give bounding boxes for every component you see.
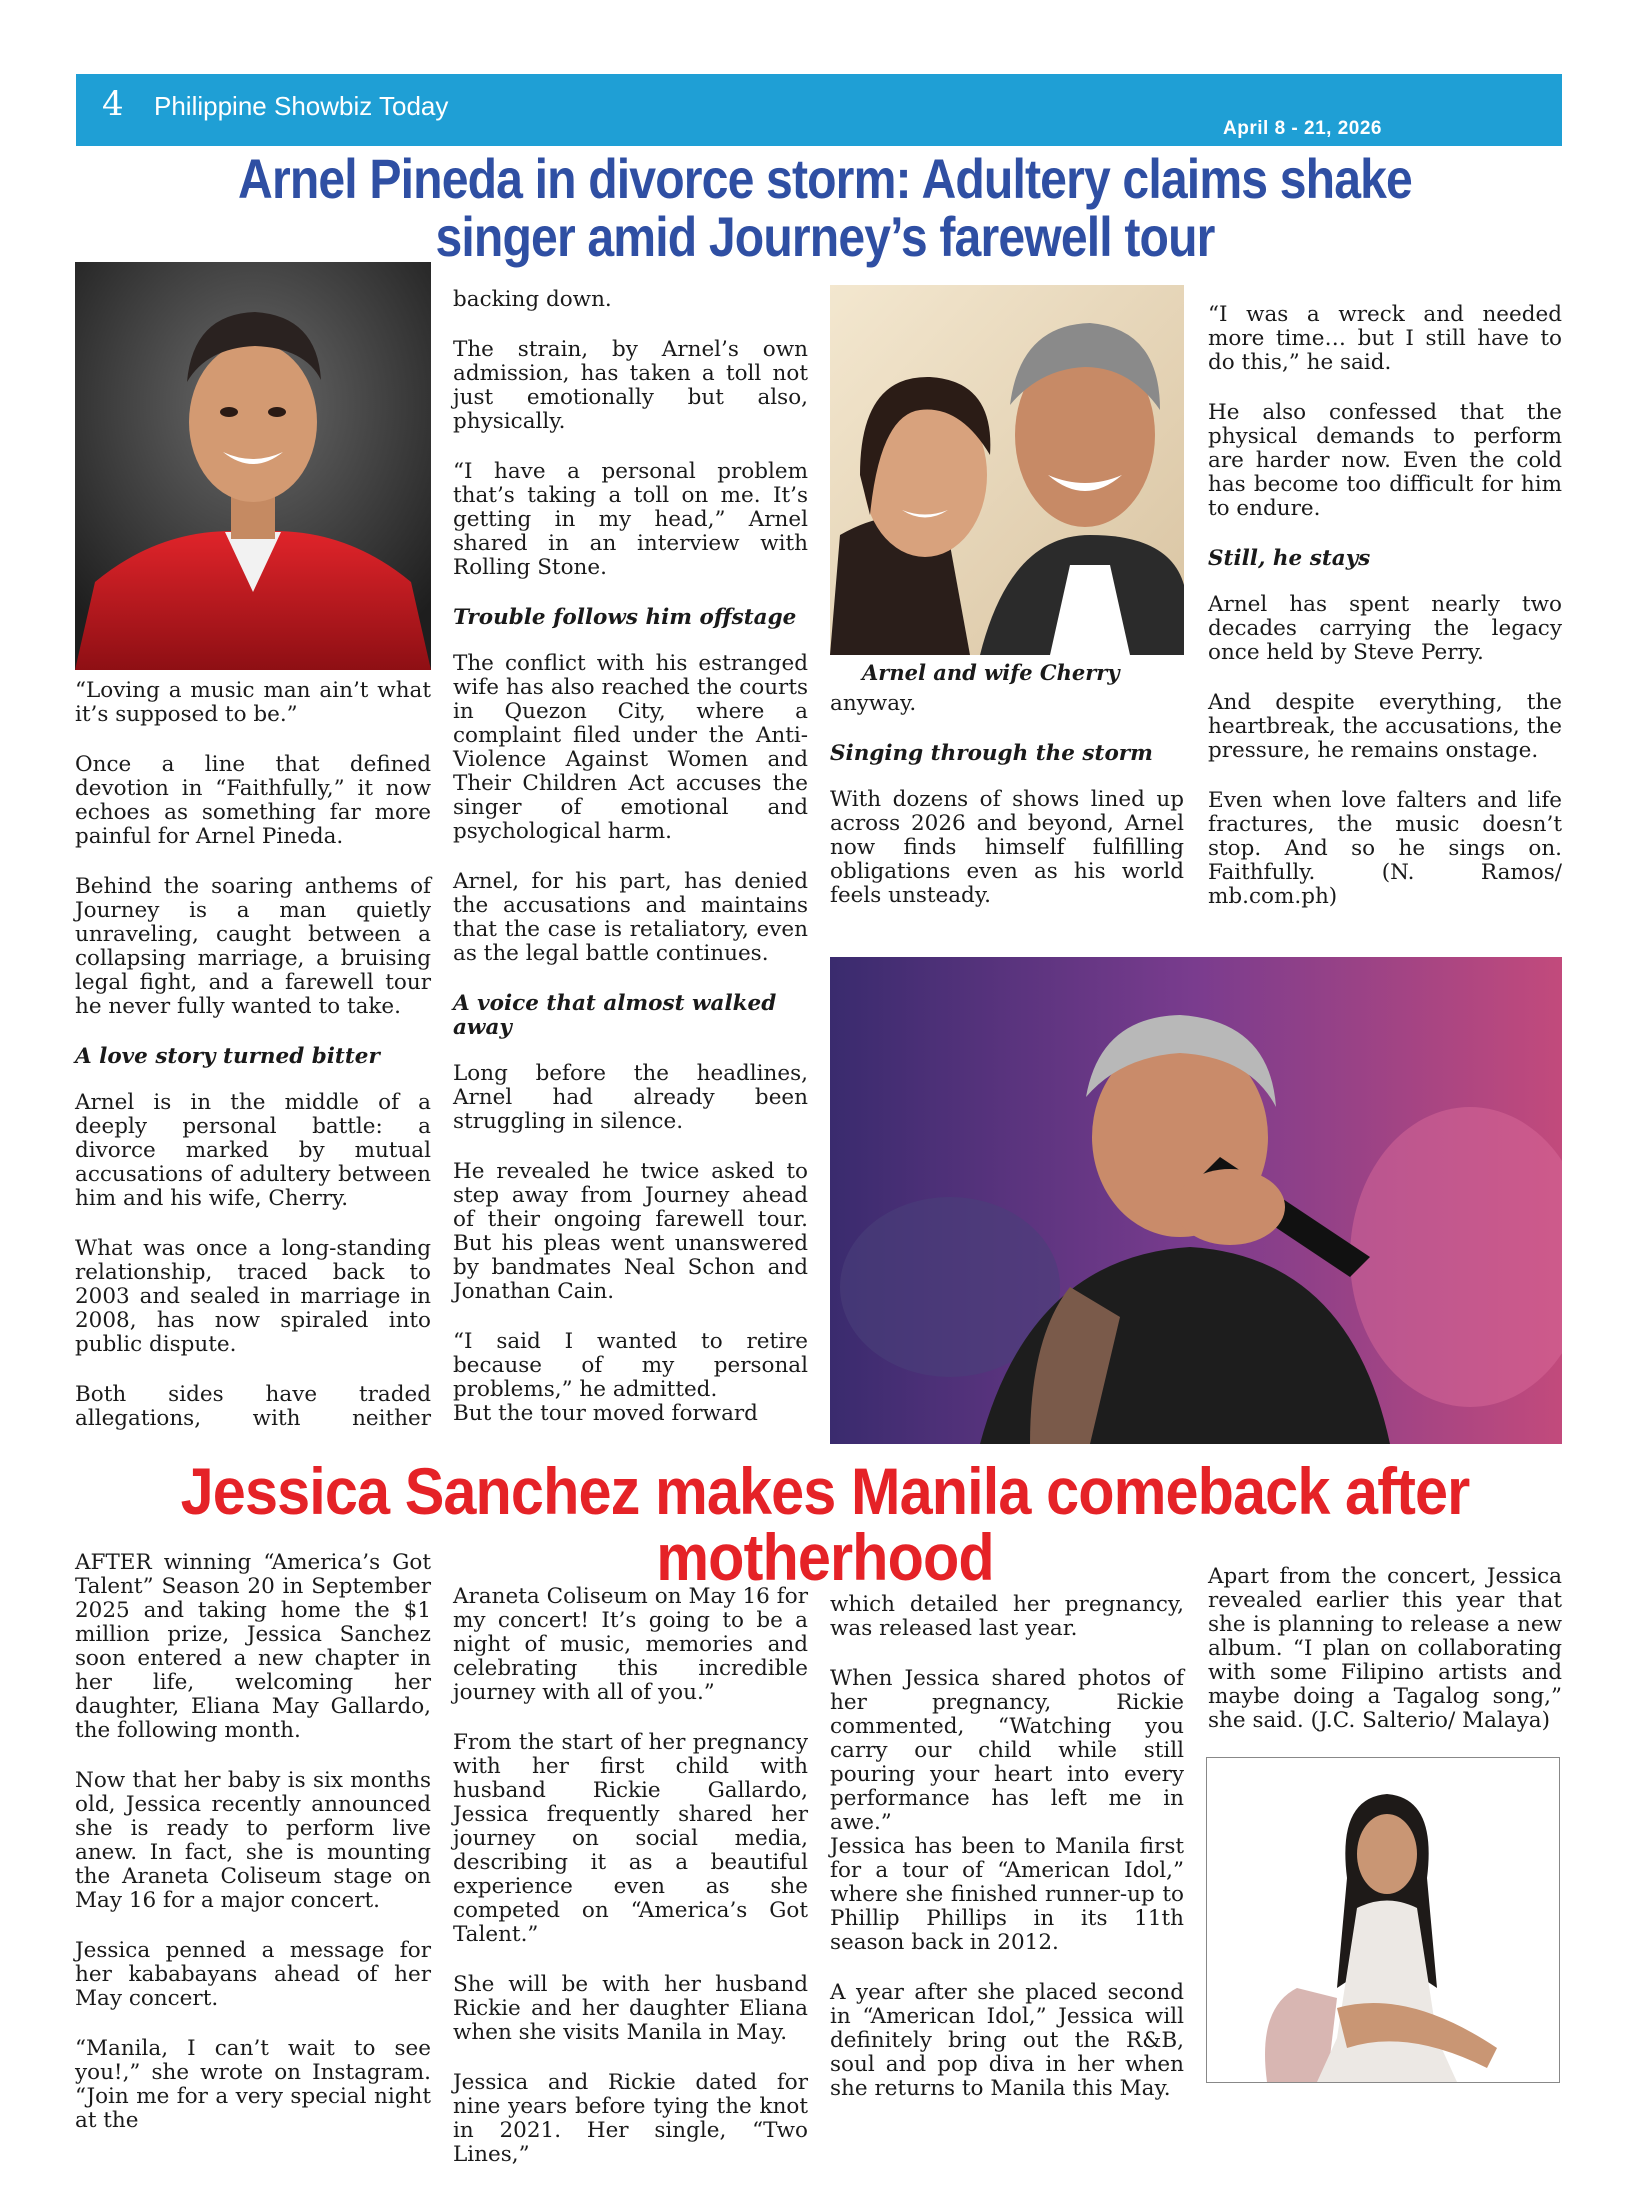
page-header-bar (76, 74, 1562, 146)
paragraph: With dozens of shows lined up across 2026 and beyond, Arnel now finds himself fulfilling obligations even as his world feels unsteady. (830, 787, 1184, 908)
paragraph: “I was a wreck and needed more time… but I still have to do this,” he said. (1208, 302, 1562, 375)
article2-column-3 (830, 1593, 1184, 2127)
article2-column-1 (75, 1551, 431, 2159)
article1-column-3 (830, 692, 1184, 934)
subheading: A love story turned bitter (75, 1044, 380, 1069)
paragraph: anyway. (830, 691, 917, 716)
article1-headline: Arnel Pineda in divorce storm: Adultery claims shake singer amid Journey’s farewell tour (238, 147, 1412, 268)
issue-date: April 8 - 21, 2026 (1223, 118, 1382, 139)
paragraph: He also confessed that the physical demands to perform are harder now. Even the cold has become too difficult for him to endure. (1208, 400, 1562, 521)
subheading: A voice that almost walked away (453, 991, 777, 1040)
paragraph: “I have a personal problem that’s taking a toll on me. It’s getting in my head,” Arnel shared in an interview with Rolling Stone. (453, 459, 808, 580)
article2-headline: Jessica Sanchez makes Manila comeback after motherhood (180, 1454, 1470, 1594)
subheading: Singing through the storm (830, 741, 1153, 766)
paragraph: Once a line that defined devotion in “Faithfully,” it now echoes as something far more painful for Arnel Pineda. (75, 752, 431, 849)
paragraph: Jessica and Rickie dated for nine years before tying the knot in 2021. Her single, “Two Lines,” (453, 2070, 808, 2167)
paragraph: The strain, by Arnel’s own admission, has taken a toll not just emotionally but also, physically. (453, 337, 808, 434)
paragraph: When Jessica shared photos of her pregnancy, Rickie commented, “Watching you carry our child while still pouring your heart into every performance has left me in awe.” (830, 1666, 1184, 1835)
paragraph: AFTER winning “America’s Got Talent” Season 20 in September 2025 and taking home the $1 million prize, Jessica Sanchez soon entered a new chapter in her life, welcoming her daughter, Eliana May Gallardo, the following month. (75, 1550, 431, 1743)
subheading: Trouble follows him offstage (453, 605, 797, 630)
paragraph: What was once a long-standing relationship, traced back to 2003 and sealed in marriage in 2008, has now spiraled into public dispute. (75, 1236, 431, 1357)
article2-column-4 (1208, 1565, 1562, 1759)
subheading: Still, he stays (1208, 546, 1371, 571)
arnel-portrait-photo (75, 262, 431, 670)
paragraph: Long before the headlines, Arnel had already been struggling in silence. (453, 1061, 808, 1134)
paragraph: “Manila, I can’t wait to see you!,” she wrote on Instagram. “Join me for a very special night at the (75, 2036, 431, 2133)
paragraph: Jessica penned a message for her kababayans ahead of her May concert. (75, 1938, 431, 2011)
article2-column-2 (453, 1585, 808, 2193)
paragraph: From the start of her pregnancy with her first child with husband Rickie Gallardo, Jessica frequently shared her journey on social media, describing it as a beautiful experience even as she competed on “America’s Got Talent.” (453, 1730, 808, 1947)
paragraph: But the tour moved forward (453, 1401, 758, 1426)
paragraph: And despite everything, the heartbreak, the accusations, the pressure, he remains onstage. (1208, 690, 1562, 763)
paragraph: She will be with her husband Rickie and her daughter Eliana when she visits Manila in May. (453, 1972, 808, 2045)
paragraph: which detailed her pregnancy, was released last year. (830, 1592, 1184, 1641)
paragraph: backing down. (453, 287, 612, 312)
paragraph: Behind the soaring anthems of Journey is a man quietly unraveling, caught between a collapsing marriage, a bruising legal fight, and a farewell tour he never fully wanted to take. (75, 874, 431, 1019)
paragraph: Arnel has spent nearly two decades carrying the legacy once held by Steve Perry. (1208, 592, 1562, 665)
publication-name: Philippine Showbiz Today (154, 91, 449, 121)
paragraph: Both sides have traded allegations, with neither (75, 1382, 431, 1431)
paragraph: The conflict with his estranged wife has also reached the courts in Quezon City, where a complaint filed under the Anti-Violence Against Women and Their Children Act accuses the singer of emotional and psychological harm. (453, 651, 808, 844)
paragraph: “Loving a music man ain’t what it’s supposed to be.” (75, 678, 431, 727)
photo-caption: Arnel and wife Cherry (862, 660, 1120, 685)
article1-column-1 (75, 679, 431, 1431)
page-number: 4 (102, 84, 124, 124)
paragraph: Arnel, for his part, has denied the accusations and maintains that the case is retaliatory, even as the legal battle continues. (453, 869, 808, 966)
paragraph: Jessica has been to Manila first for a tour of “American Idol,” where she finished runner-up to Phillip Phillips in its 11th season back in 2012. (830, 1834, 1184, 1955)
paragraph: A year after she placed second in “American Idol,” Jessica will definitely bring out the R&B, soul and pop diva in her when she returns to Manila this May. (830, 1980, 1184, 2101)
jessica-sanchez-photo (1206, 1757, 1560, 2083)
arnel-concert-photo (830, 957, 1562, 1444)
paragraph: Araneta Coliseum on May 16 for my concert! It’s going to be a night of music, memories and celebrating this incredible journey with all of you.” (453, 1584, 808, 1705)
paragraph: “I said I wanted to retire because of my personal problems,” he admitted. (453, 1329, 808, 1402)
paragraph: He revealed he twice asked to step away from Journey ahead of their ongoing farewell tour. But his pleas went unanswered by bandmates Neal Schon and Jonathan Cain. (453, 1159, 808, 1304)
paragraph: Apart from the concert, Jessica revealed earlier this year that she is planning to release a new album. “I plan on collaborating with some Filipino artists and maybe doing a Tagalog song,” she said. (J.C. Salterio/ Malaya) (1208, 1564, 1562, 1733)
arnel-and-wife-photo (830, 285, 1184, 655)
paragraph: Even when love falters and life fractures, the music doesn’t stop. And so he sings on. Faithfully. (N. Ramos/ mb.com.ph) (1208, 788, 1562, 909)
article1-column-2 (453, 288, 808, 1426)
paragraph: Arnel is in the middle of a deeply personal battle: a divorce marked by mutual accusations of adultery between him and his wife, Cherry. (75, 1090, 431, 1211)
article1-column-4 (1208, 303, 1562, 935)
paragraph: Now that her baby is six months old, Jessica recently announced she is ready to perform live anew. In fact, she is mounting the Araneta Coliseum stage on May 16 for a major concert. (75, 1768, 431, 1913)
